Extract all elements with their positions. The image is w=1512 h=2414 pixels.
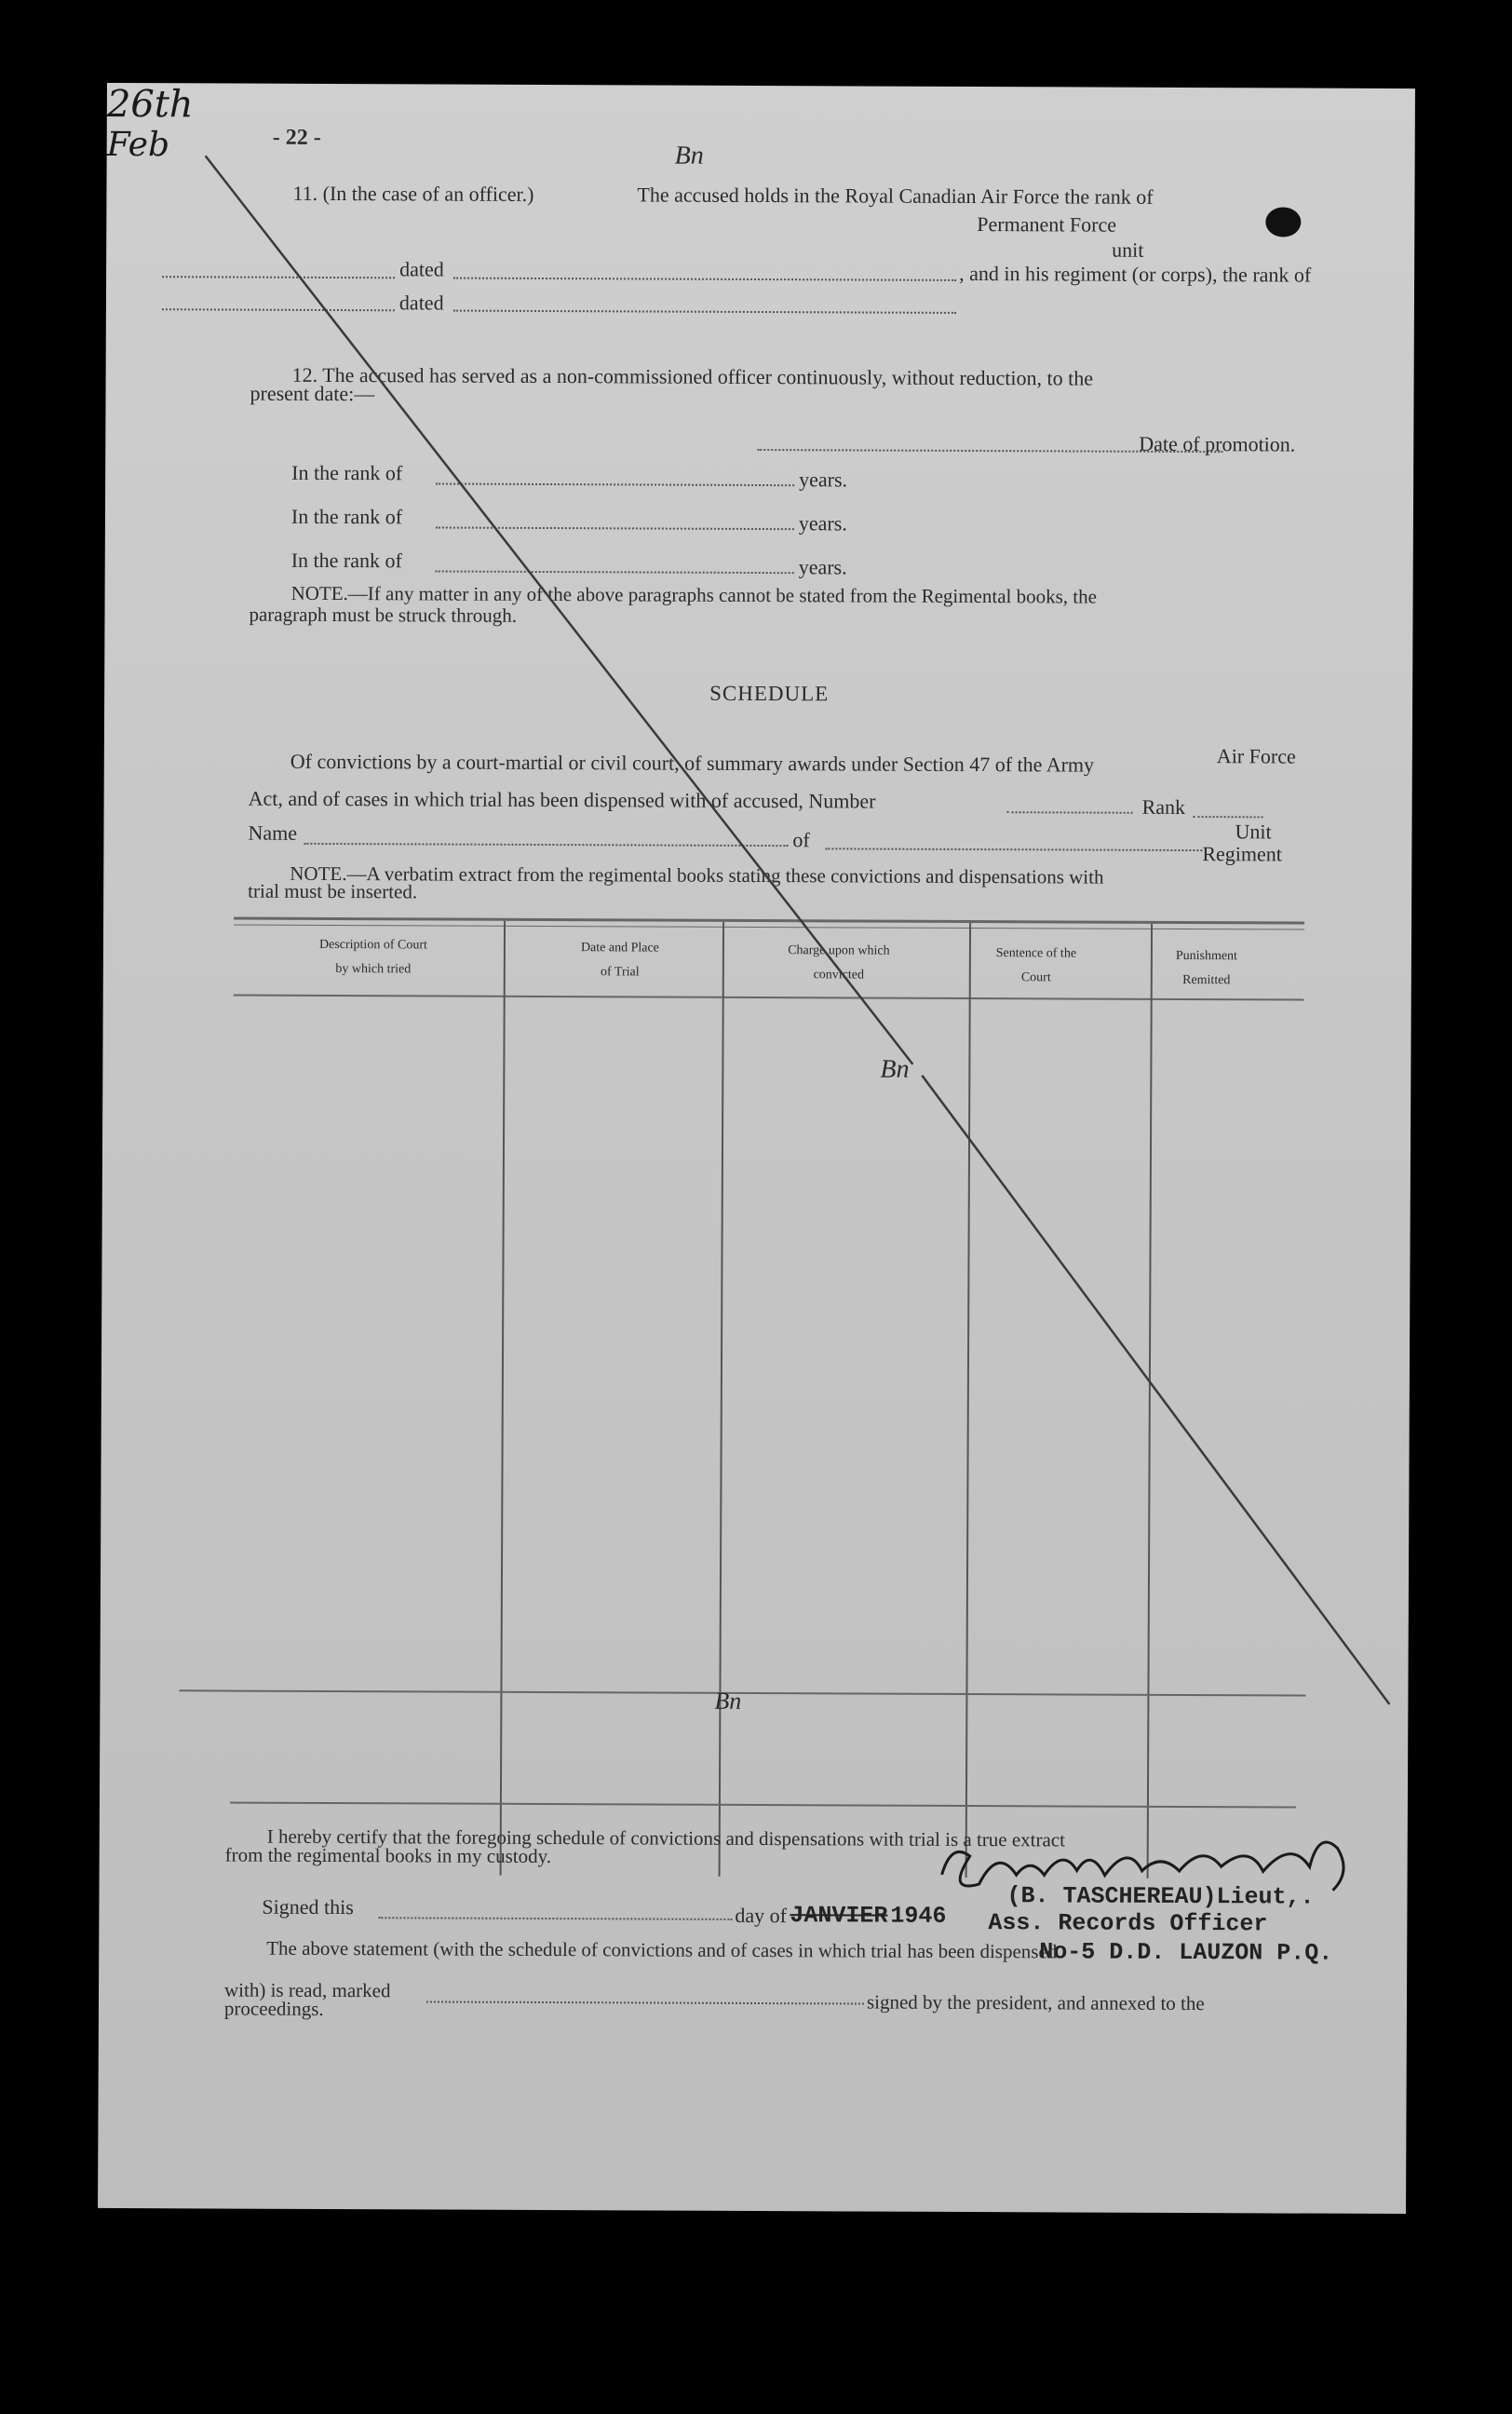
of-label: of <box>792 828 810 852</box>
rank-label-3: In the rank of <box>290 548 402 573</box>
initials-mark: Bn <box>880 1054 910 1084</box>
stamp-unit: No-5 D.D. LAUZON P.Q. <box>1039 1938 1333 1967</box>
document-page <box>98 83 1415 2214</box>
initials-mark: Bn <box>714 1687 742 1715</box>
statement-line2b: signed by the president, and annexed to the <box>866 1990 1205 2015</box>
initials-mark: Bn <box>674 141 704 170</box>
day-of-label: day of <box>735 1903 788 1928</box>
name-field-label: Name <box>248 820 298 845</box>
date-of-promotion-label: Date of promotion. <box>1139 431 1296 456</box>
stamp-name: (B. TASCHEREAU)Lieut,. <box>1006 1882 1315 1911</box>
schedule-title: SCHEDULE <box>709 681 830 706</box>
para11-unit-label: unit <box>1112 237 1144 262</box>
page-number: - 22 - <box>272 125 321 150</box>
para12-text: 12. The accused has served as a non-commissioned officer continuously, without reduction, to the <box>291 362 1094 390</box>
handwritten-month: Feb <box>106 125 170 165</box>
para11-dated: dated <box>399 257 444 281</box>
note1-line1: NOTE.—If any matter in any of the above paragraphs cannot be stated from the Regimental books, the <box>290 581 1098 608</box>
column-header-sentence: Sentence of the Court <box>995 946 1077 985</box>
column-header-court: Description of Court by which tried <box>318 937 427 977</box>
column-header-charge: Charge upon which convicted <box>788 943 890 983</box>
schedule-note-line1: NOTE.—A verbatim extract from the regimental books stating these convictions and dispensations with <box>290 861 1104 888</box>
para11-force-label: Permanent Force <box>977 212 1117 237</box>
para11-heading: 11. (In the case of an officer.) <box>292 181 534 206</box>
years-label-1: years. <box>799 468 848 492</box>
certify-line1: I hereby certify that the foregoing schedule of convictions and dispensations with trial is a true extract <box>266 1824 1066 1851</box>
year: 1946 <box>890 1902 947 1930</box>
schedule-line1: Of convictions by a court-martial or civil court, of summary awards under Section 47 of the Army <box>290 749 1095 777</box>
column-header-punishment: Punishment Remitted <box>1175 948 1238 988</box>
para11-dated2: dated <box>398 291 444 315</box>
statement-line2a: with) is read, marked <box>223 1978 391 2002</box>
air-force-label: Air Force <box>1216 744 1296 768</box>
para11-text: The accused holds in the Royal Canadian Air Force the rank of <box>637 183 1154 209</box>
rank-field-label: Rank <box>1141 794 1186 820</box>
signed-this-label: Signed this <box>262 1894 354 1919</box>
schedule-line2: Act, and of cases in which trial has been dispensed with of accused, Number <box>248 786 876 813</box>
schedule-note-line2: trial must be inserted. <box>248 879 418 903</box>
certify-line2: from the regimental books in my custody. <box>224 1843 552 1868</box>
years-label-2: years. <box>798 511 847 536</box>
para11-text-c: , and in his regiment (or corps), the rank of <box>959 261 1312 287</box>
note1-line2: paragraph must be struck through. <box>249 603 518 627</box>
struck-month: JANVIER <box>790 1902 888 1930</box>
stamp-title: Ass. Records Officer <box>988 1909 1268 1938</box>
regiment-label: Regiment <box>1202 842 1282 866</box>
rank-label-2: In the rank of <box>290 504 403 529</box>
statement-line3: proceedings. <box>223 1997 324 2020</box>
statement-line1: The above statement (with the schedule of convictions and of cases in which trial has been dispensed <box>266 1936 1058 1963</box>
unit-field-label: Unit <box>1235 820 1272 844</box>
handwritten-day: 26th <box>106 82 194 127</box>
rank-label-1: In the rank of <box>291 460 403 485</box>
para12-present-date: present date:— <box>250 381 375 406</box>
years-label-3: years. <box>798 555 847 579</box>
column-header-date-place: Date and Place of Trial <box>580 941 659 980</box>
